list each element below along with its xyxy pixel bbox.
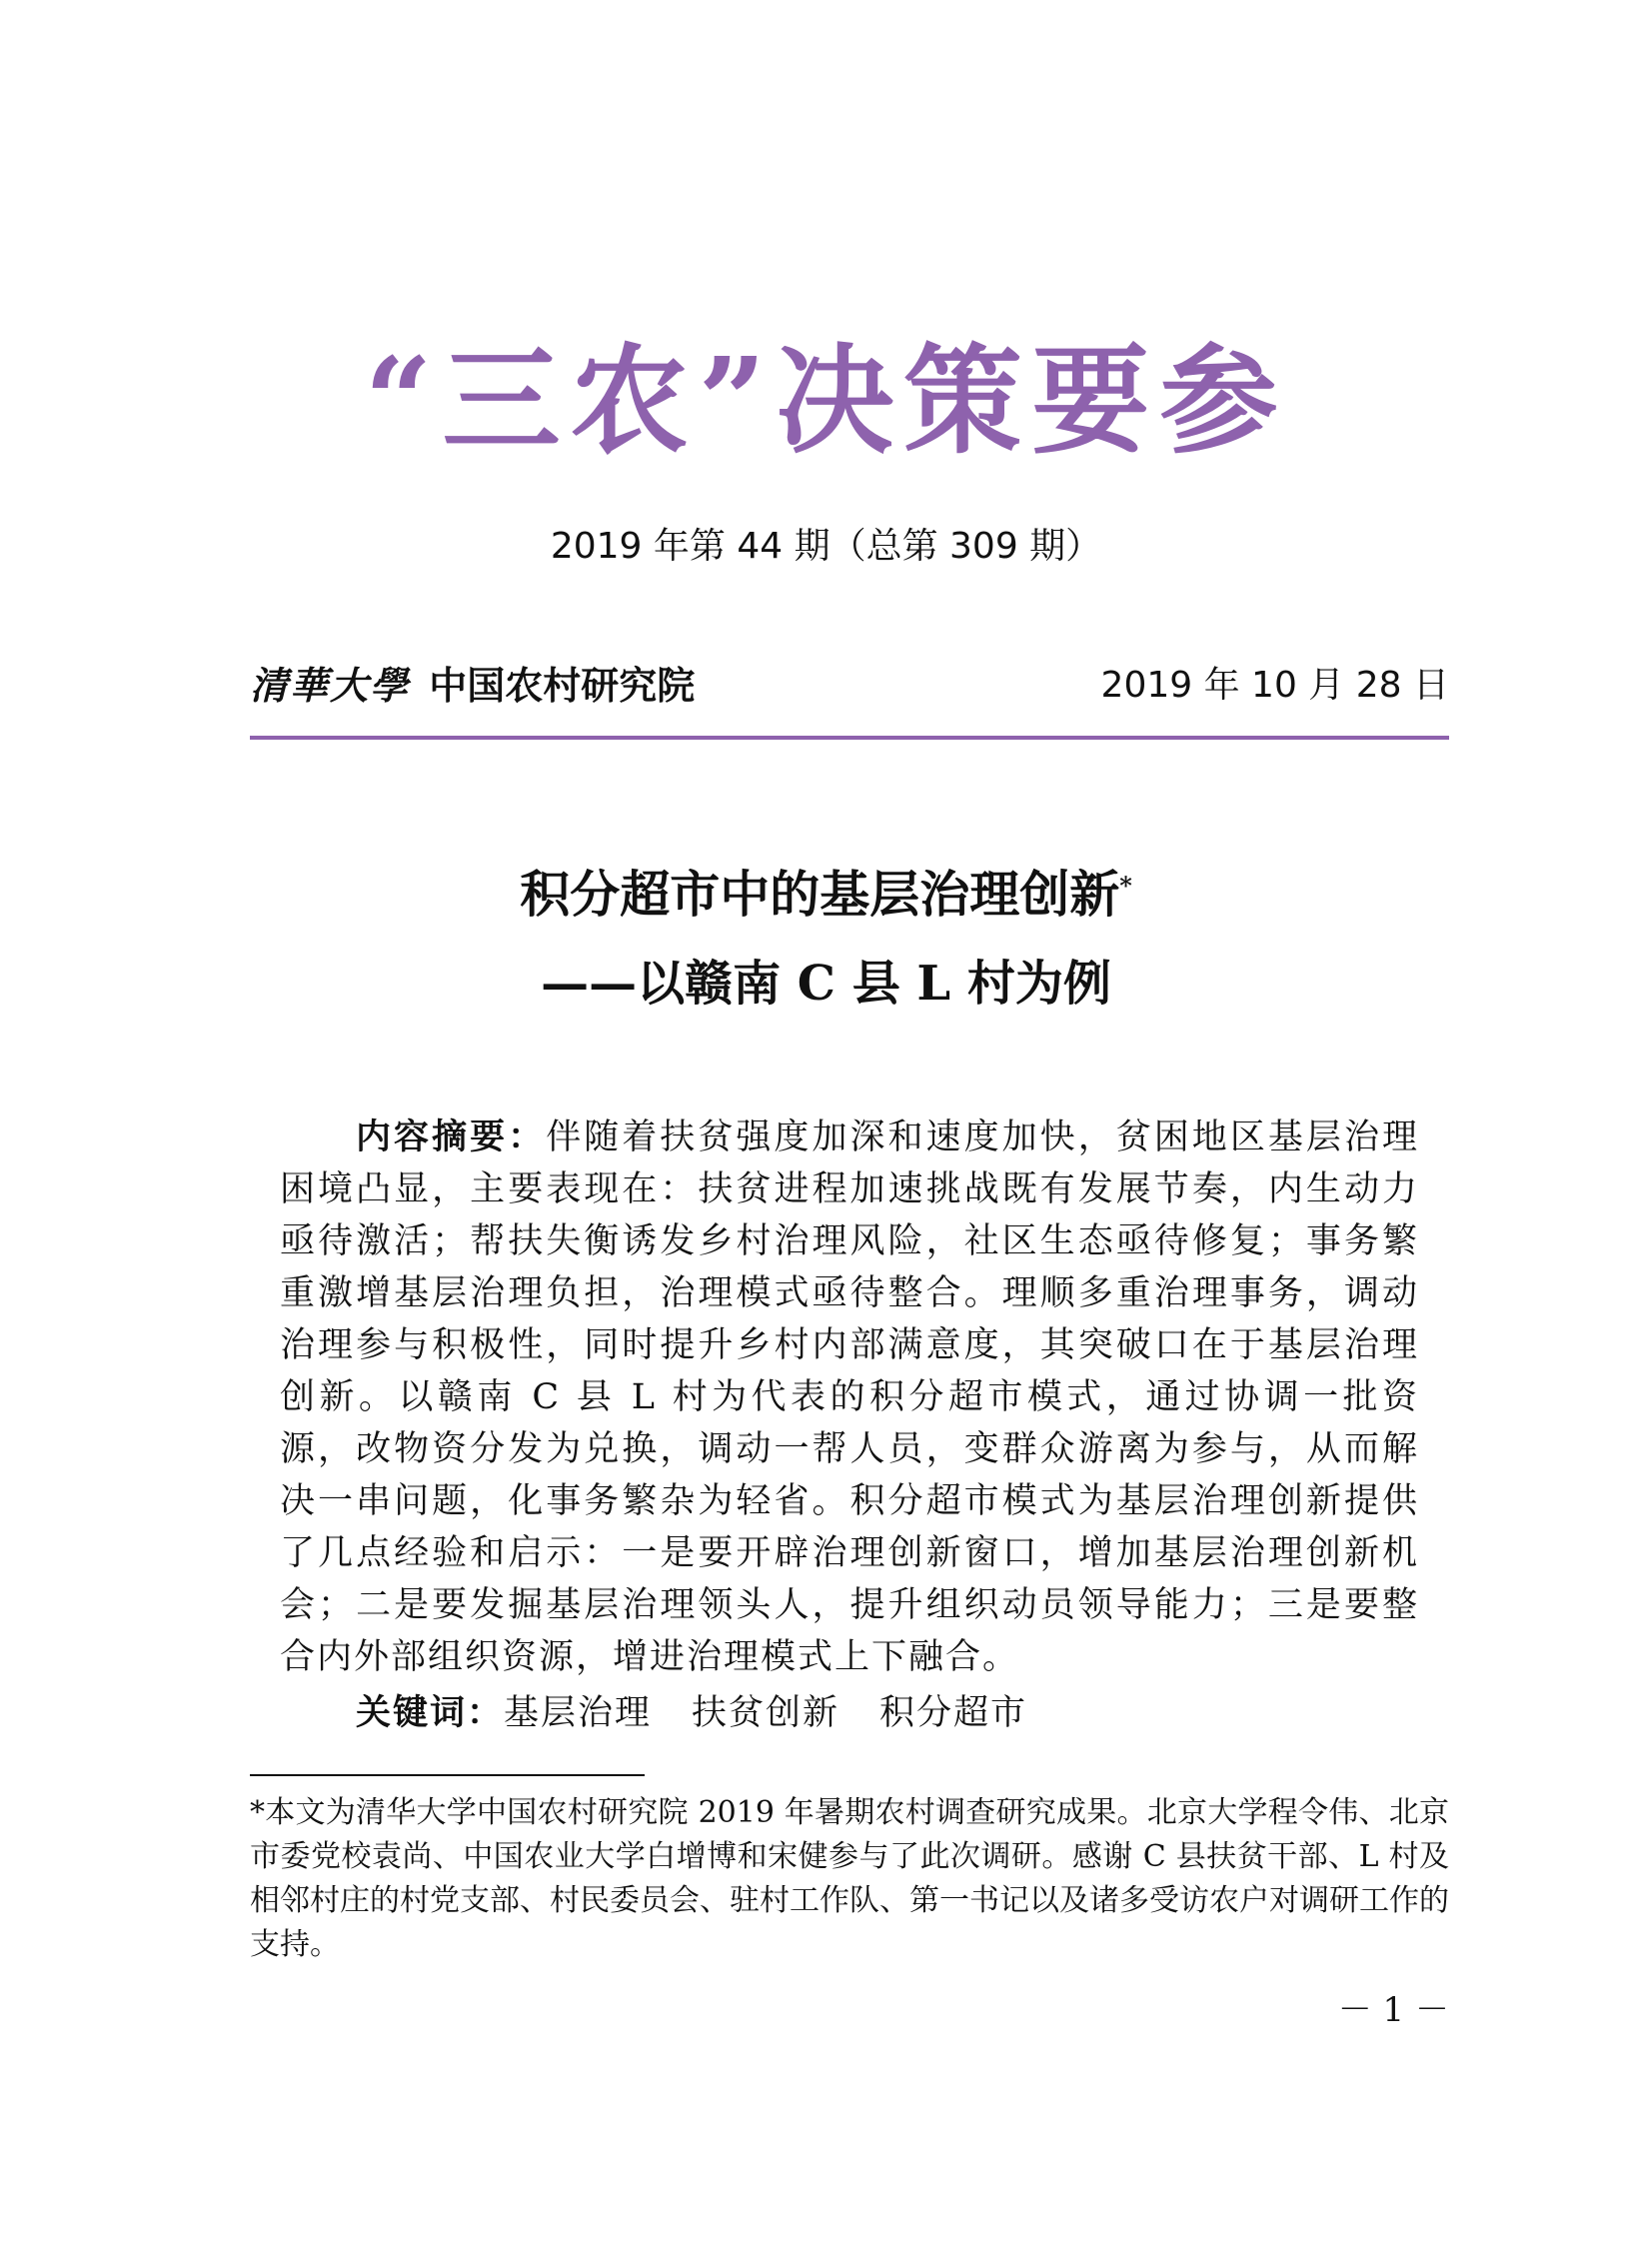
keywords bbox=[356, 1685, 1067, 1735]
keyword-item: 扶贫创新 bbox=[692, 1693, 840, 1733]
university-logo: 清華大學 bbox=[250, 664, 411, 708]
article-title-text: 积分超市中的基层治理创新 bbox=[520, 865, 1120, 924]
article-title bbox=[0, 855, 1652, 927]
institution bbox=[250, 655, 695, 710]
keywords-label: 关键词： bbox=[356, 1693, 505, 1733]
abstract-text: 伴随着扶贫强度加深和速度加快，贫困地区基层治理困境凸显，主要表现在：扶贫进程加速挑战既有发展节奏，内生动力亟待激活；帮扶失衡诱发乡村治理风险，社区生态亟待修复；事务繁重激增基层治理负担，治理模式亟待整合。理顺多重治理事务，调动治理参与积极性，同时提升乡村内部满意度，其突破口在于基层治理创新。以赣南 C 县 L 村为代表的积分超市模式，通过协调一批资源，改物资分发为兑换，调动一帮人员，变群众游离为参与，从而解决一串问题，化事务繁杂为轻省。积分超市模式为基层治理创新提供了几点经验和启示：一是要开辟治理创新窗口，增加基层治理创新机会；二是要发掘基层治理领头人，提升组织动员领导能力；三是要整合内外部组织资源，增进治理模式上下融合。 bbox=[280, 1118, 1419, 1677]
footnote-marker: * bbox=[1119, 871, 1132, 901]
footnote: *本文为清华大学中国农村研究院 2019 年暑期农村调查研究成果。北京大学程令伟、北京市委党校袁尚、中国农业大学白增博和宋健参与了此次调研。感谢 C 县扶贫干部、L 村及相邻村庄的村党支部、村民委员会、驻村工作队、第一书记以及诸多受访农户对调研工作的支持。 bbox=[250, 1795, 1449, 1962]
footnote-divider bbox=[250, 1774, 645, 1776]
page-number: － 1 － bbox=[1337, 1990, 1449, 2030]
keyword-item: 基层治理 bbox=[504, 1693, 653, 1733]
institution-name: 中国农村研究院 bbox=[429, 664, 696, 708]
keyword-item: 积分超市 bbox=[879, 1693, 1028, 1733]
header-divider bbox=[250, 736, 1449, 740]
issue-number: 2019 年第 44 期（总第 309 期） bbox=[550, 526, 1102, 567]
abstract bbox=[280, 1112, 1419, 1683]
abstract-label: 内容摘要： bbox=[356, 1118, 547, 1157]
article-subtitle: ——以赣南 C 县 L 村为例 bbox=[541, 956, 1111, 1012]
masthead-title: “三农”决策要参 bbox=[364, 331, 1288, 470]
publish-date: 2019 年 10 月 28 日 bbox=[1100, 665, 1449, 706]
